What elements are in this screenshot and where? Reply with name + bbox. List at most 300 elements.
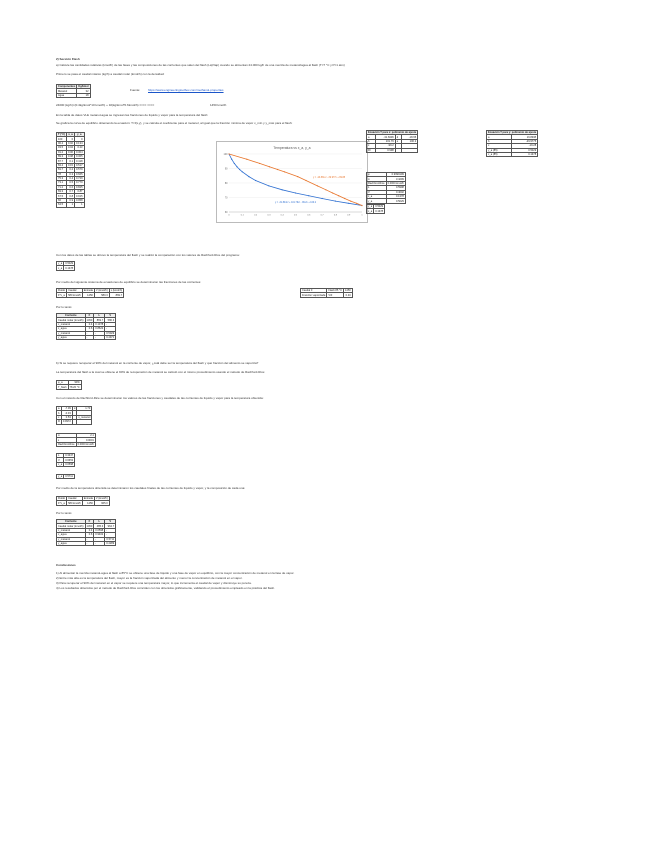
table-cell: 64.5 [57,203,67,207]
table-cell: - [85,541,94,545]
table-cell: 0 [66,137,74,141]
conclusiones-title: Conclusiones [56,563,76,567]
y-tick-label: 70 [224,196,228,200]
fracciones-text: Primero se pasa el caudal másico (kg/h) a caudal molar (kmol/h) con la densidad: [56,72,165,76]
section-heading: 2) Sección Flash [56,57,80,61]
table-cell: d [395,135,402,139]
table-cell: 0.579 [76,168,83,172]
table-cell: 0.1378 [511,152,537,156]
data-point [338,195,339,196]
table-cell: L [367,186,387,190]
table-cell: 0.1378 [386,194,405,198]
table-cell: F*x_a [58,293,65,297]
table-cell: 0.9972 [62,420,71,424]
table-header-cell: x_a [68,133,73,137]
table-header-cell: V [105,520,116,524]
table-cell: Caudal molar (kmol/h) [58,318,84,322]
table-cell: c [57,415,62,419]
table-cell: a [58,407,60,411]
table-cell: Caudal [67,289,83,293]
table-row [57,93,91,97]
table-cell: 0.5998 [386,186,405,190]
table-cell: - [105,533,116,537]
table-cell: 580 kmol/h [68,293,81,297]
vle-chart [216,141,368,223]
table-cell: 580.3 [105,318,116,322]
table-cell: b [58,411,60,415]
table-cell: 0.5029 [511,148,537,152]
table-cell: c [367,144,376,148]
data-point [228,153,229,154]
vle-chart-svg [217,142,367,222]
fuente-label: Fuente: [130,88,141,92]
table-row [57,203,85,207]
table-cell: 84.4 [57,163,67,167]
table-cell: - [85,335,94,339]
table-cell: 0.6653 [65,458,74,462]
table-cell: 81.7 [57,168,67,172]
table-cell: 0.729 [76,177,83,181]
table-header-cell: V [105,314,116,318]
data-point [242,171,243,172]
x-tick-label: 0.4 [280,214,284,217]
table-row [57,475,75,479]
table-row [57,293,124,297]
table-header-cell: Corriente [57,314,86,318]
table-cell: x_metanol [78,415,91,419]
table-row [301,293,353,297]
series-line-2 [229,154,362,205]
data-point [248,176,249,177]
table-cell: - [94,331,105,335]
table-header-cell: y_a [75,133,85,137]
table-cell: 2.1 [76,434,95,438]
table-cell: 87.7 [57,159,67,163]
resumen-text: Por lo tanto: [56,305,73,309]
table-cell: Entrada [83,289,93,293]
table-cell: y_a [367,199,387,203]
table-row [57,335,116,339]
table-cell: 0.2 [66,168,74,172]
table-cell: L (kmol/h) [110,289,123,293]
table-cell: Flash 85 °C [328,289,342,293]
table-cell: 0.4002 [386,190,405,194]
data-point [344,198,345,199]
calc-text: 24000 (kg/h)×(0.4kg/kmol*10 kmol/h) + 32(kg/kmol*0.6kmol/h) ==== ==== [56,103,155,107]
table-cell: 100.2 [402,139,418,143]
table-cell: 0.1 [66,159,74,163]
table-cell: 0.7 [66,190,74,194]
data-point [284,171,285,172]
table-cell: F*x_a [58,501,65,505]
b-vals-table [56,453,75,467]
table-cell: 0.08 [67,155,74,159]
fuente-link[interactable]: https://www.engineeringtoolbox.com/methanol-properties [148,88,224,92]
table-cell: 1450 [86,318,93,322]
table-cell: y_agua [57,541,86,545]
table-cell: φ [367,173,387,177]
table-cell: c [487,144,512,148]
table-cell: y_a (85) [487,148,512,152]
table-cell: 0.6 [85,533,94,537]
table-cell: - [85,331,94,335]
table-cell: 0.5 [66,181,74,185]
table-cell: 3.4299 [386,177,405,181]
table-title: Ecuación T para y: polinomio de ajuste [488,131,537,135]
table-cell: 0.365 [76,155,83,159]
table-cell: 0.9 [66,198,74,202]
table-cell: 0.0000 kmol/h [77,442,94,446]
tabla-vle-text: En la tabla de datos VLE metanol-agua se ingresan las fracciones de líquido y vapor para la temperatura del flash: [56,113,209,117]
table-cell [77,420,92,424]
table-cell: 0.665 [76,172,83,176]
table-cell: 0.5711 [65,475,73,479]
table-cell: -29.9775 [511,139,537,143]
table-cell: y_a [58,475,63,479]
table-cell: 0.5711 [106,537,115,541]
table-cell: a [487,135,512,139]
table-cell: 0.1378 [375,209,384,213]
table-cell: -7.09 [61,407,72,411]
table-cell: 0.418 [76,159,83,163]
table-cell: 18 [77,93,90,97]
table-cell: x_metanol [57,322,86,326]
data-point [297,176,298,177]
grafica-text: Se grafica la curva de equilibrio obteniendo la ecuación: T=f(x,y), y se calcula el coeficiente para el metanol, al igual que la fracción mínima de vapor x_mín y y_máx para el flash: [56,121,293,125]
x-tick-label: 0.8 [333,214,337,217]
x-tick-label: 0.6 [307,214,311,217]
table-cell: 964.7 [105,524,116,528]
conclusion-1: 1) Al alimentar la mezcla metanol-agua al flash a 85°C se obtiene una fase de líquido y una fase de vapor en equilibrio, con la mayor concentración de metanol en la fase de vapor. [56,571,295,575]
table-row [57,462,75,466]
table-cell: x_agua [57,533,86,537]
table-cell: e [395,139,402,143]
table-cell: R² [367,148,376,152]
eq-x-table [366,130,418,153]
table-cell: 580.3 [94,293,109,297]
conclusion-2: 2) Entre más alta es la temperatura del flash, mayor es la fracción vaporizada del alimento y menor la concentración de metanol en el vapor. [56,576,243,580]
table-cell: x_agua [57,327,86,331]
b-sys-table [56,406,92,425]
table-cell: V (kmol/h) [95,497,108,501]
table-cell: 0.8622 [95,327,104,331]
b-rr-table [56,433,96,447]
table-cell: Metanol [57,89,77,93]
table-cell: 869.7 [94,318,105,322]
table-cell: 67.5 [57,194,67,198]
x-tick-label: 0.3 [267,214,271,217]
table-title: Ecuación T para x: polinomio de ajuste [368,131,417,135]
table-cell: 485.3 [94,524,105,528]
series-line-1 [229,154,362,205]
table-cell: b [487,139,512,143]
y-tick-label: 90 [224,167,228,171]
table-cell: 965.0 [94,501,109,505]
y-tick-label: 80 [224,182,228,185]
table-cell: y_metanol [57,537,86,541]
table-cell: 0.5029 [386,199,405,203]
table-cell: 89.3 [57,154,67,158]
table-cell: y_a [58,262,63,266]
table-cell: 16.8308 [511,135,537,139]
vle-table [56,132,85,208]
table-header-cell: L [94,314,105,318]
table-cell: 0.6 [85,327,94,331]
table-cell: Caudal [67,497,83,501]
chart-title: Temperatura vs x_a, y_a [273,146,311,150]
table-cell: Fluido [58,289,66,293]
table-cell: y_agua [57,335,86,339]
table-row [57,385,82,389]
data-point [239,169,240,170]
flows2-table [56,496,110,506]
table-cell: -31.8436 [375,135,395,139]
data-point [322,198,323,199]
table-cell: R [58,420,60,424]
table-cell: 75.3 [57,176,67,180]
x-tick-label: 1 [361,214,363,217]
result1-table [56,313,116,340]
table-cell: 1450 [82,293,94,297]
table-row [57,420,92,424]
table-cell: 0.4971 [106,336,115,340]
x-tick-label: 0.7 [320,214,324,217]
table-cell: ε [57,438,77,442]
table-header-cell: Componentes [58,85,76,89]
table-cell: 96.4 [57,141,67,145]
table-cell: 0.825 [76,185,83,189]
c-final-text: Por medio de la temperatura obtenida se determinaron los caudales finales de las corrientes de líquido y vapor, y la composición de cada una: [56,486,246,490]
table-cell: a [367,135,376,139]
table-cell: 32 [77,89,90,93]
table-cell: 78.20 °C [69,385,80,389]
table-cell: 93.5 [57,146,67,150]
data-point [259,163,260,164]
table-row [367,209,385,213]
table-row [57,442,96,446]
table-cell: - [105,327,116,331]
table-cell [402,148,418,152]
table-cell: 0.4289 [106,542,115,546]
table-cell: 0.87 [75,190,85,194]
x-tick-label: 0 [228,214,230,217]
trendline-label: y = -31.844x³ + 101.79x² - 99.2x + 100.2 [275,202,317,204]
table-cell: 0.304 [76,150,83,154]
eq-y-table [486,130,538,157]
table-cell: Fracción vaporizada [302,293,326,297]
table-cell: 0.06 [67,150,74,154]
data-point [356,203,357,204]
table-cell: 0.3 [66,172,74,176]
table-cell: V [367,190,387,194]
table-cell: Rachford-Rice [368,181,385,185]
rr-params-table [366,172,406,204]
conclusion-3: 3) Para recuperar el 90% del metanol en el vapor se requiere una temperatura mayor, lo que incrementa el caudal de vapor y disminuye su pureza. [56,581,252,585]
table-header-cell: Kg/kmol [78,85,89,89]
table-cell: 0.02 [67,141,74,145]
table-row [57,541,116,545]
table-header-cell: T (°C) [58,133,65,137]
data-point [317,185,318,186]
table-cell: x_a (85) [487,152,512,156]
b-detalle-text: La temperatura del flash a la cual se obtiene el 90% de recuperación de metanol se calculó con el mismo procedimiento usando el método de Rachford-Rice: [56,370,266,374]
table-cell: 91.2 [57,150,67,154]
table-cell: - [94,335,105,339]
table-cell: 71.2 [57,185,67,189]
table-cell: 0.23 [75,146,85,150]
data-point [335,201,336,202]
table-cell: 0.5029 [106,331,115,335]
table-cell: y_a [368,205,373,209]
table-header-cell: L [94,520,105,524]
table-cell: 0.0598 [65,462,74,466]
x-tick-label: 0.2 [254,214,258,217]
table-cell: x_a [368,209,373,213]
table-row [487,152,538,156]
table-cell: φ_a [57,381,69,385]
table-cell: 1450 [86,524,93,528]
table-cell: y_metanol [57,331,86,335]
table-cell: Entrada [83,497,93,501]
table-cell: 0.998 [375,148,395,152]
resumen2-text: Por lo tanto: [56,511,73,515]
table-header-cell: F [85,314,94,318]
table-cell: 0.9999199 [386,173,405,177]
table-cell: -99.2 [375,144,395,148]
b-param-table [56,380,82,390]
table-cell: 0.6 [66,185,74,189]
table-cell: Caudal molar (kmol/h) [58,524,84,528]
table-cell: V (kmol/h) [95,289,108,293]
data-point [348,203,349,204]
table-cell: 1450 [82,501,94,505]
table-cell: 69.3 [57,190,67,194]
table-cell: Fluido [58,497,66,501]
table-cell: 0.779 [76,181,83,185]
data-point [231,159,232,160]
table-cell: Caudal F [301,289,327,293]
calc-result: 1450 kmol/h [210,103,227,107]
table-cell: 0.40 [343,293,352,297]
table-row [57,266,75,270]
table-row [367,148,418,152]
table-cell: 869.7 [109,293,123,297]
y-tick-label: 100 [223,153,228,156]
table-cell: 100 [57,137,67,141]
table-cell: - [94,541,105,545]
intro-text: a) Calcule las cantidades relativas (kmol/h) de las fases y las composiciones de las corrientes que salen del flash (Liq/Vap) cuando se alimentan 24.000 kg/h de una mezcla de metanol/agua al flash (T=? °C y P=1 atm) [56,63,345,67]
table-cell: 0.1378 [65,266,74,270]
table-cell: 0.15 [67,163,74,167]
table-cell: -19.28 [511,144,537,148]
x-tick-label: 0.5 [293,214,298,217]
data-point [234,163,235,164]
table-cell: 0.3347 [65,454,74,458]
table-cell: 66 [57,198,67,202]
data-point [350,201,351,202]
table-cell: L [57,454,64,458]
data-point [236,166,237,167]
trendline-label: y = -16.831x² - 29.977x + 99.88 [313,177,346,179]
data-point [361,205,362,206]
table-cell: 0.5029 [65,262,74,266]
table-cell: x_metanol [57,528,86,532]
data-point [246,159,247,160]
table-row [57,501,110,505]
table-cell: 101.79 [375,139,395,143]
table-cell: T_flash [58,385,67,389]
table-cell: 0.8 [66,194,74,198]
table-cell: -0.33 [61,411,72,415]
table-cell: x_a [367,194,387,198]
tabla-iter-text: Por medio del siguiente sistema de ecuaciones de equilibrio se determinaron las fracciones de las corrientes: [56,280,202,284]
table-cell: 580 kmol/h [68,501,81,505]
table-cell: 1450 [344,289,351,293]
data-point [295,192,296,193]
data-point [277,169,278,170]
table-header-cell: Corriente [57,520,86,524]
table-cell: 0.9402 [95,533,104,537]
table-cell: 0.958 [76,199,83,203]
table-cell: 0.5029 [375,205,384,209]
table-cell: 0.517 [76,163,83,167]
table-cell [395,148,402,152]
table-cell: 0.0001 [76,438,95,442]
data-point [332,192,333,193]
table-header-cell: F [85,520,94,524]
table-cell: 0.4 [85,322,94,326]
data-point [268,185,269,186]
table-cell: x_a [58,462,63,466]
y-tick-label: 60 [224,211,228,214]
c-intro-text: Con el método de Rachford-Rice se determinaron los valores de las fracciones y caudales de las corrientes de líquido y vapor para la temperatura obtenida: [56,396,264,400]
table-cell: α [73,407,76,411]
table-cell: 0.0598 [95,528,104,532]
table-cell: V [57,458,64,462]
data-point [325,189,326,190]
table-cell: - [105,528,116,532]
b-ya-table [56,474,75,479]
table-cell: -18.95 [402,135,418,139]
table-cell: - [85,537,94,541]
fv-summary-table [56,261,75,271]
conclusion-4: 4) Los resultados obtenidos por el método de Rachford-Rice coinciden con los obtenidos gráficamente, validando el procedimiento empleado en la práctica del flash. [56,586,275,590]
data-point [305,180,306,181]
table-cell: 1 [75,203,85,207]
x-tick-label: 0.9 [347,214,351,217]
x-tick-label: 0.1 [240,214,244,217]
table-cell: 0.53 [61,415,72,419]
table-row [367,199,406,203]
table-cell: 0.4 [66,176,74,180]
table-cell: 90% [68,381,81,385]
table-cell: 0.0000 kmol/h [387,181,404,185]
table-cell: 78 [57,172,67,176]
table-cell: x_a [58,266,63,270]
table-cell: α [367,177,387,181]
table-cell: Rachford-Rice [58,442,75,446]
table-cell: - [94,537,105,541]
table-cell: 0 [75,137,85,141]
fv-table [366,204,385,214]
table-cell: 0.4 [85,528,94,532]
mw-table [56,84,91,98]
data-point [282,189,283,190]
data-point [255,180,256,181]
result2-table [56,519,116,546]
table-cell: b [367,139,376,143]
flows1-table [56,288,124,298]
